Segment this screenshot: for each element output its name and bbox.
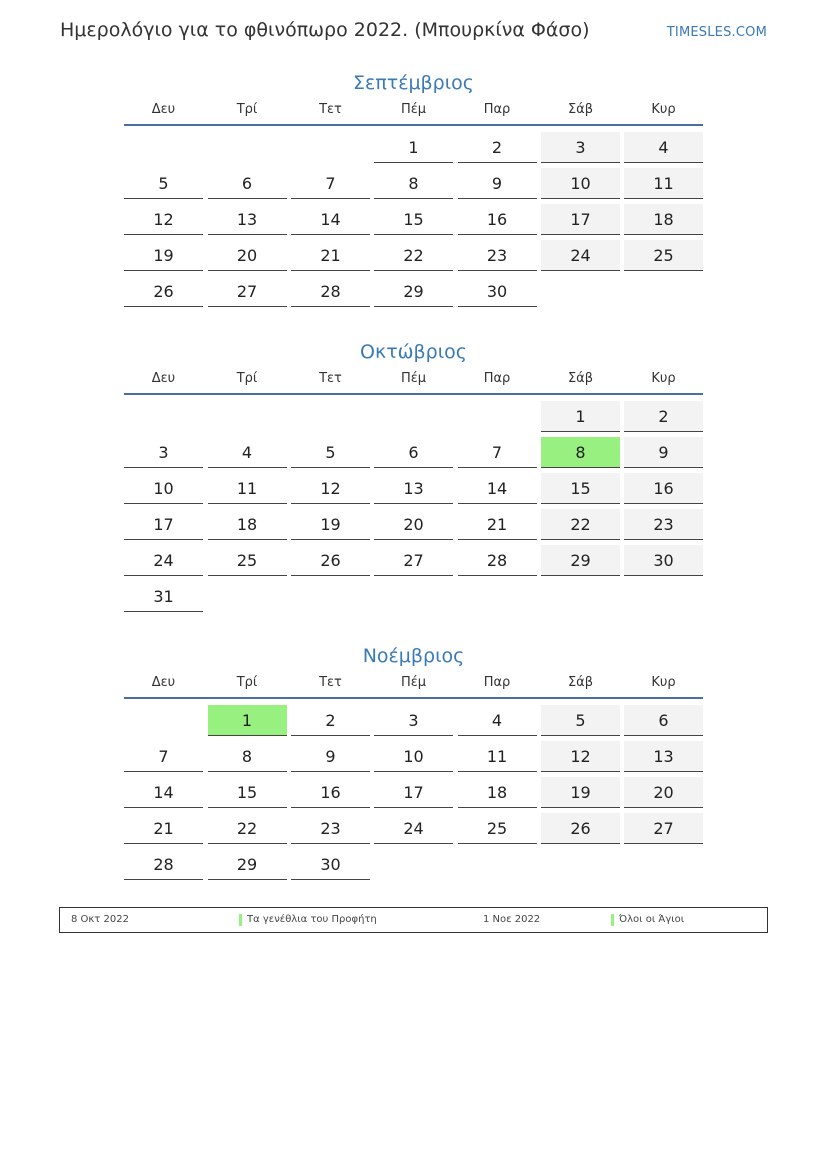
day-cell: 9 (458, 168, 537, 199)
day-cell: 15 (374, 204, 453, 235)
month-title: Οκτώβριος (360, 341, 467, 363)
day-cell: 14 (124, 777, 203, 808)
day-cell: 25 (208, 545, 287, 576)
day-cell: 13 (374, 473, 453, 504)
weekday-label: Δευ (151, 371, 176, 386)
day-cell: 16 (458, 204, 537, 235)
day-cell: 31 (124, 581, 203, 612)
day-cell: 28 (124, 849, 203, 880)
day-cell: 10 (124, 473, 203, 504)
day-cell: 29 (541, 545, 620, 576)
day-cell: 16 (624, 473, 703, 504)
day-cell: 17 (374, 777, 453, 808)
day-cell: 4 (208, 437, 287, 468)
day-cell: 24 (124, 545, 203, 576)
day-cell: 17 (541, 204, 620, 235)
day-cell: 4 (458, 705, 537, 736)
holiday-legend (59, 907, 768, 933)
weekday-header (124, 98, 703, 126)
day-cell: 11 (208, 473, 287, 504)
day-cell: 14 (458, 473, 537, 504)
day-cell: 4 (624, 132, 703, 163)
day-cell: 7 (291, 168, 370, 199)
day-cell: 9 (291, 741, 370, 772)
day-cell: 23 (291, 813, 370, 844)
weekday-header (124, 671, 703, 699)
day-cell: 12 (124, 204, 203, 235)
weekday-label: Κυρ (651, 371, 676, 386)
day-cell: 19 (124, 240, 203, 271)
day-cell: 30 (458, 276, 537, 307)
weekday-label: Κυρ (651, 102, 676, 117)
day-cell: 15 (208, 777, 287, 808)
day-cell: 18 (624, 204, 703, 235)
day-cell: 19 (291, 509, 370, 540)
weekday-label: Σάβ (567, 371, 594, 386)
day-cell: 26 (291, 545, 370, 576)
day-cell: 19 (541, 777, 620, 808)
day-cell: 10 (541, 168, 620, 199)
legend-color-marker (611, 914, 614, 926)
weekday-label: Τετ (319, 371, 342, 386)
weekday-label: Σάβ (567, 102, 594, 117)
holiday-day-cell: 1 (208, 705, 287, 736)
day-cell: 20 (624, 777, 703, 808)
legend-date-2: 1 Νοε 2022 (483, 914, 541, 925)
weekday-label: Κυρ (651, 675, 676, 690)
day-cell: 6 (624, 705, 703, 736)
day-cell: 22 (541, 509, 620, 540)
legend-color-marker (239, 914, 242, 926)
day-cell: 21 (458, 509, 537, 540)
day-cell: 5 (541, 705, 620, 736)
day-cell: 11 (458, 741, 537, 772)
weekday-label: Τρί (236, 102, 258, 117)
weekday-label: Παρ (483, 371, 511, 386)
weekday-label: Πέμ (400, 675, 427, 690)
day-cell: 13 (208, 204, 287, 235)
weekday-label: Πέμ (400, 371, 427, 386)
month-title: Νοέμβριος (362, 645, 465, 667)
day-cell: 5 (291, 437, 370, 468)
day-cell: 2 (291, 705, 370, 736)
day-cell: 21 (291, 240, 370, 271)
day-cell: 7 (124, 741, 203, 772)
legend-name-1: Τα γενέθλια του Προφήτη (247, 914, 377, 925)
weekday-label: Τετ (319, 102, 342, 117)
day-cell: 25 (624, 240, 703, 271)
day-cell: 27 (374, 545, 453, 576)
day-cell: 22 (374, 240, 453, 271)
day-cell: 15 (541, 473, 620, 504)
weekday-label: Τετ (319, 675, 342, 690)
weekday-label: Δευ (151, 102, 176, 117)
day-cell: 12 (291, 473, 370, 504)
day-cell: 6 (208, 168, 287, 199)
day-cell: 3 (374, 705, 453, 736)
weekday-label: Τρί (236, 675, 258, 690)
day-cell: 1 (374, 132, 453, 163)
day-cell: 28 (458, 545, 537, 576)
weekday-label: Τρί (236, 371, 258, 386)
day-cell: 23 (458, 240, 537, 271)
weekday-label: Σάβ (567, 675, 594, 690)
day-cell: 1 (541, 401, 620, 432)
day-cell: 27 (624, 813, 703, 844)
day-cell: 24 (541, 240, 620, 271)
day-cell: 20 (208, 240, 287, 271)
weekday-header (124, 367, 703, 395)
day-cell: 9 (624, 437, 703, 468)
day-cell: 30 (624, 545, 703, 576)
day-cell: 24 (374, 813, 453, 844)
page-title: Ημερολόγιο για το φθινόπωρο 2022. (Μπουρκίνα Φάσο) (60, 19, 590, 41)
weekday-label: Πέμ (400, 102, 427, 117)
day-cell: 23 (624, 509, 703, 540)
legend-date-1: 8 Οκτ 2022 (71, 914, 129, 925)
day-cell: 14 (291, 204, 370, 235)
day-cell: 26 (541, 813, 620, 844)
day-cell: 7 (458, 437, 537, 468)
weekday-label: Δευ (151, 675, 176, 690)
day-cell: 8 (374, 168, 453, 199)
day-cell: 8 (208, 741, 287, 772)
day-cell: 29 (374, 276, 453, 307)
day-cell: 25 (458, 813, 537, 844)
month-calendar (124, 337, 703, 606)
day-cell: 20 (374, 509, 453, 540)
day-cell: 6 (374, 437, 453, 468)
day-cell: 11 (624, 168, 703, 199)
month-calendar (124, 641, 703, 874)
day-cell: 17 (124, 509, 203, 540)
day-cell: 26 (124, 276, 203, 307)
day-cell: 13 (624, 741, 703, 772)
day-cell: 3 (124, 437, 203, 468)
day-cell: 5 (124, 168, 203, 199)
day-cell: 3 (541, 132, 620, 163)
weekday-label: Παρ (483, 102, 511, 117)
brand-link[interactable]: TIMESLES.COM (666, 25, 767, 40)
day-cell: 22 (208, 813, 287, 844)
day-cell: 2 (458, 132, 537, 163)
day-cell: 2 (624, 401, 703, 432)
day-cell: 12 (541, 741, 620, 772)
day-cell: 29 (208, 849, 287, 880)
day-cell: 18 (458, 777, 537, 808)
day-cell: 21 (124, 813, 203, 844)
day-cell: 30 (291, 849, 370, 880)
day-cell: 27 (208, 276, 287, 307)
month-title: Σεπτέμβριος (353, 72, 474, 94)
day-cell: 16 (291, 777, 370, 808)
weekday-label: Παρ (483, 675, 511, 690)
legend-name-2: Όλοι οι Άγιοι (619, 914, 685, 925)
day-cell: 18 (208, 509, 287, 540)
day-cell: 10 (374, 741, 453, 772)
month-calendar (124, 68, 703, 301)
day-cell: 28 (291, 276, 370, 307)
holiday-day-cell: 8 (541, 437, 620, 468)
